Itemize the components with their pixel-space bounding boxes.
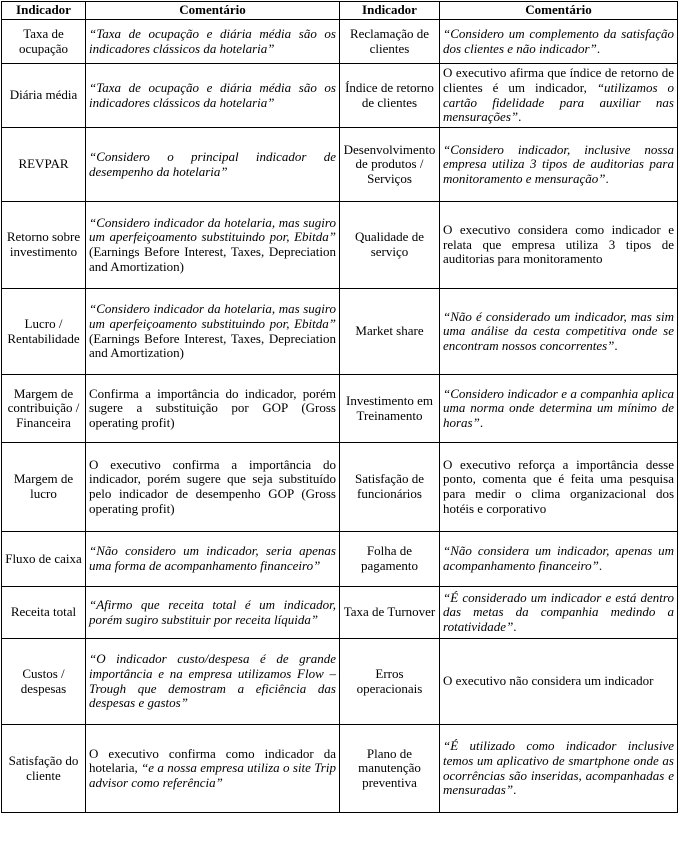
indicator-cell: Reclamação de clientes bbox=[340, 20, 440, 64]
comment-text: O executivo confirma a importância do indicador, porém sugere que seja substituído pelo indicador de desempenho GOP (Gross operating profit) bbox=[89, 456, 336, 516]
indicator-cell: Erros operacionais bbox=[340, 639, 440, 725]
quoted-comment-text: “Não é considerado um indicador, mas sim uma análise da cesta competitiva onde se encontram nossos concorrentes” bbox=[443, 308, 674, 353]
comment-cell bbox=[86, 443, 340, 532]
quoted-comment-text: “Afirmo que receita total é um indicador, porém sugiro substituir por receita líquida” bbox=[89, 596, 336, 627]
quoted-comment-text: “Considero indicador da hotelaria, mas sugiro um aperfeiçoamento substituindo por, Ebitda” bbox=[89, 301, 336, 331]
comment-text: . bbox=[596, 40, 601, 56]
comment-cell bbox=[86, 289, 340, 375]
comment-cell bbox=[86, 20, 340, 64]
quoted-comment-text: “Considero indicador e a companhia aplica uma norma onde determina um mínimo de horas” bbox=[443, 385, 674, 430]
table-row bbox=[2, 587, 678, 639]
comment-text: . bbox=[605, 170, 609, 186]
comment-cell bbox=[86, 725, 340, 813]
table-row bbox=[2, 639, 678, 725]
indicator-cell: Satisfação do cliente bbox=[2, 725, 86, 813]
comment-cell bbox=[440, 443, 678, 532]
comment-cell bbox=[86, 375, 340, 443]
quoted-comment-text: “Considero um complemento da satisfação dos clientes e não indicador” bbox=[443, 25, 674, 56]
table-row bbox=[2, 289, 678, 375]
quoted-comment-text: “É considerado um indicador e está dentro das metas da companhia medindo a rotatividade” bbox=[443, 589, 674, 634]
indicator-cell: Market share bbox=[340, 289, 440, 375]
comment-cell bbox=[440, 587, 678, 639]
comment-cell bbox=[86, 128, 340, 202]
indicator-cell: Taxa de Turnover bbox=[340, 587, 440, 639]
indicator-cell: Desenvolvimento de produtos / Serviços bbox=[340, 128, 440, 202]
indicator-cell: Folha de pagamento bbox=[340, 532, 440, 587]
comment-cell bbox=[440, 202, 678, 289]
indicator-cell: Receita total bbox=[2, 587, 86, 639]
comment-cell bbox=[86, 64, 340, 128]
comment-text: (Earnings Before Interest, Taxes, Depreciation and Amortization) bbox=[89, 244, 336, 274]
indicator-cell: Lucro / Rentabilidade bbox=[2, 289, 86, 375]
quoted-comment-text: “Considero indicador da hotelaria, mas sugiro um aperfeiçoamento substituindo por, Ebitda” bbox=[89, 214, 336, 245]
comment-text: O executivo confirma como indicador da hotelaria, bbox=[89, 745, 336, 776]
comment-cell bbox=[86, 532, 340, 587]
indicator-cell: REVPAR bbox=[2, 128, 86, 202]
header-comentario-2: Comentário bbox=[440, 2, 678, 20]
indicator-cell: Taxa de ocupação bbox=[2, 20, 86, 64]
comment-text: . bbox=[614, 337, 618, 353]
comment-text: . bbox=[479, 414, 484, 430]
comment-text: . bbox=[598, 558, 603, 573]
table-row bbox=[2, 375, 678, 443]
table-row bbox=[2, 20, 678, 64]
comment-cell bbox=[86, 202, 340, 289]
comment-text: O executivo considera como indicador e relata que empresa utiliza 3 tipos de auditorias para monitoramento bbox=[443, 222, 674, 267]
quoted-comment-text: “Taxa de ocupação e diária média são os indicadores clássicos da hotelaria” bbox=[89, 25, 336, 56]
comment-text: O executivo não considera um indicador bbox=[443, 673, 654, 689]
comment-cell bbox=[440, 532, 678, 587]
quoted-comment-text: “É utilizado como indicador inclusive temos um aplicativo de smartphone onde as ocorrências são inseridas, acompanhadas e mensuradas” bbox=[443, 738, 674, 798]
quoted-comment-text: “Não considera um indicador, apenas um acompanhamento financeiro” bbox=[443, 543, 674, 573]
indicator-table bbox=[1, 1, 678, 813]
indicator-cell: Satisfação de funcionários bbox=[340, 443, 440, 532]
comment-text: O executivo afirma que índice de retorno de clientes é um indicador, bbox=[443, 65, 674, 95]
table-row bbox=[2, 532, 678, 587]
comment-text: (Earnings Before Interest, Taxes, Depreciation and Amortization) bbox=[89, 330, 336, 361]
comment-cell bbox=[86, 587, 340, 639]
indicator-cell: Índice de retorno de clientes bbox=[340, 64, 440, 128]
comment-text: Confirma a importância do indicador, porém sugere a substituição por GOP (Gross operating profit) bbox=[89, 385, 336, 430]
table-row bbox=[2, 443, 678, 532]
header-row bbox=[2, 2, 678, 20]
quoted-comment-text: “O indicador custo/despesa é de grande importância e na empresa utilizamos Flow – Trough que demostram a eficiência das despesas e gastos” bbox=[89, 651, 336, 711]
indicator-cell: Investimento em Treinamento bbox=[340, 375, 440, 443]
quoted-comment-text: “utilizamos o cartão fidelidade para auxiliar nas mensurações” bbox=[443, 79, 674, 125]
comment-cell bbox=[440, 725, 678, 813]
table-row bbox=[2, 725, 678, 813]
table-row bbox=[2, 202, 678, 289]
comment-cell bbox=[440, 639, 678, 725]
comment-cell bbox=[440, 20, 678, 64]
indicator-cell: Margem de contribuição / Financeira bbox=[2, 375, 86, 443]
header-comentario-1: Comentário bbox=[86, 2, 340, 20]
header-indicador-1: Indicador bbox=[2, 2, 86, 20]
comment-text: O executivo reforça a importância desse ponto, comenta que é feita uma pesquisa para medir o clima organizacional dos hotéis e corporativo bbox=[443, 456, 674, 516]
comment-cell bbox=[440, 64, 678, 128]
indicator-cell: Custos / despesas bbox=[2, 639, 86, 725]
indicator-cell: Diária média bbox=[2, 64, 86, 128]
indicator-cell: Retorno sobre investimento bbox=[2, 202, 86, 289]
quoted-comment-text: “e a nossa empresa utiliza o site Trip advisor como referência” bbox=[89, 760, 336, 790]
comment-text: . bbox=[513, 782, 517, 798]
comment-cell bbox=[440, 289, 678, 375]
indicator-cell: Qualidade de serviço bbox=[340, 202, 440, 289]
header-indicador-2: Indicador bbox=[340, 2, 440, 20]
table-row bbox=[2, 64, 678, 128]
comment-cell bbox=[440, 375, 678, 443]
indicator-cell: Fluxo de caixa bbox=[2, 532, 86, 587]
quoted-comment-text: “Considero indicador, inclusive nossa empresa utiliza 3 tipos de auditorias para monitoramento e mensuração” bbox=[443, 141, 674, 186]
indicator-cell: Margem de lucro bbox=[2, 443, 86, 532]
table-row bbox=[2, 128, 678, 202]
quoted-comment-text: “Não considero um indicador, seria apenas uma forma de acompanhamento financeiro” bbox=[89, 543, 336, 573]
quoted-comment-text: “Taxa de ocupação e diária média são os indicadores clássicos da hotelaria” bbox=[89, 79, 336, 110]
comment-cell bbox=[440, 128, 678, 202]
comment-cell bbox=[86, 639, 340, 725]
quoted-comment-text: “Considero o principal indicador de desempenho da hotelaria” bbox=[89, 148, 336, 179]
indicator-cell: Plano de manutenção preventiva bbox=[340, 725, 440, 813]
comment-text: . bbox=[518, 109, 522, 125]
comment-text: . bbox=[513, 618, 517, 634]
